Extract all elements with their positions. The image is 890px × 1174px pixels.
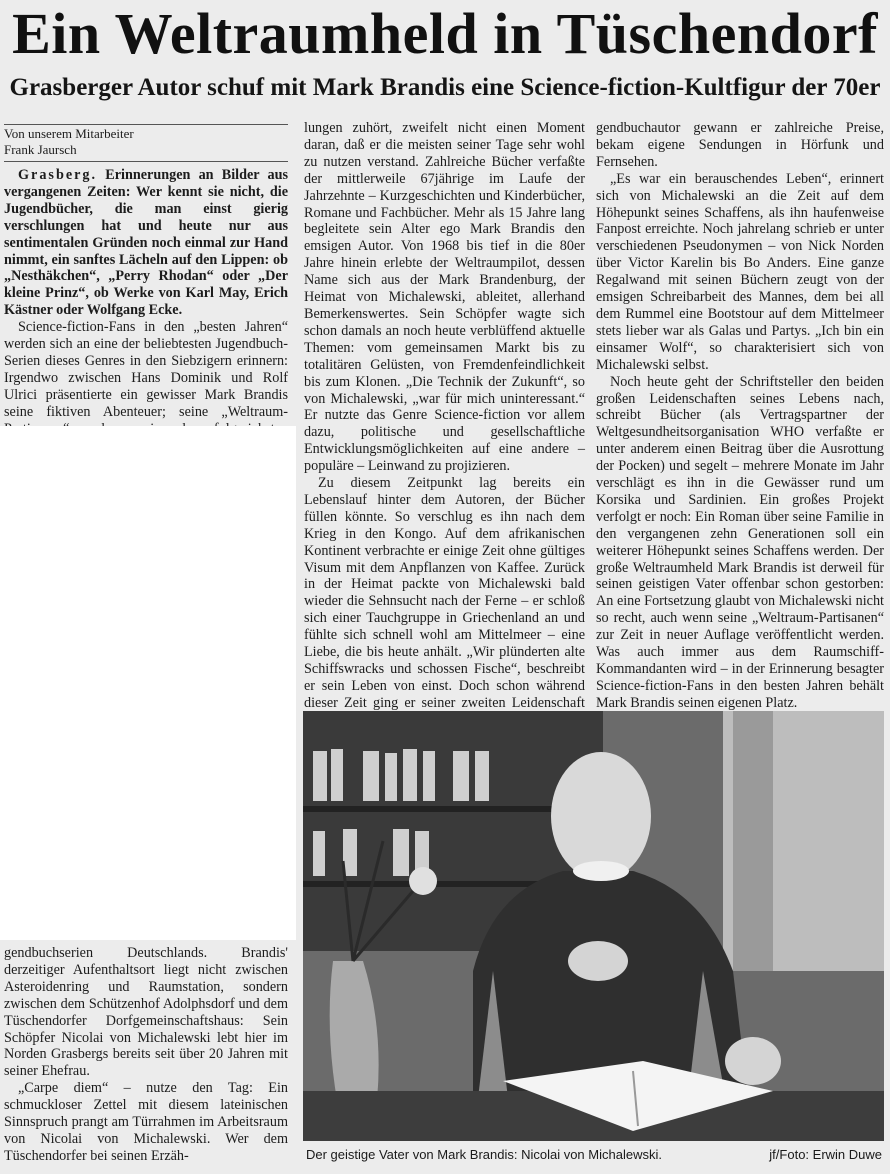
paragraph: gendbuchserien Deutschlands. Brandis' derzeitiger Aufenthaltsort liegt nicht zwischen Asteroidenring und Raumstation, sondern zwischen dem Schützenhof Adolphsdorf und dem Tüschendorfer Dorfgemeinschaftshaus: Sein Schöpfer Nicolai von Michalewski lebt hier im Norden Grasbergs bereits seit über 20 Jahren mit seiner Ehefrau. <box>4 945 288 1080</box>
portrait-photo <box>303 711 884 1141</box>
layout-blank-area <box>0 426 296 940</box>
photo-caption-row <box>306 1145 882 1165</box>
photo-caption: Der geistige Vater von Mark Brandis: Nicolai von Michalewski. <box>306 1147 662 1162</box>
paragraph: „Carpe diem“ – nutze den Tag: Ein schmuckloser Zettel mit diesem lateinischen Sinnspruch prangt am Türrahmen im Arbeitsraum von Nicolai von Michalewski. Wer dem Tüschendorfer bei seinen Erzäh- <box>4 1080 288 1164</box>
paragraph: Zu diesem Zeitpunkt lag bereits ein Lebenslauf hinter dem Autoren, der Bücher füllen könnte. So verschlug es ihn nach dem Krieg in den Kongo. Auf dem afrikanischen Kontinent verbrachte er einige Zeit ohne gültiges Visum mit dem Anpflanzen von Kaffee. Zurück in der Heimat packte von Michalewski bald wieder die Sehnsucht nach der Ferne – er schloß sich einer Tauchgruppe in Griechenland an und fühlte sich schnell wohl am Mittelmeer – eine Liebe, die bis heute anhält. „Wir plünderten alte Schiffswracks und schossen Fische“, beschreibt er sein Leben von einst. Doch schon während dieser Zeit ging er seiner zweiten Leidenschaft <box>304 475 585 711</box>
paragraph: Noch heute geht der Schriftsteller den beiden großen Leidenschaften seines Lebens nach, schreibt Bücher (als Vertragspartner der Weltgesundheitsorganisation WHO verfaßte er unter anderem einen Beitrag über die Ausrottung der Pocken) und segelt – mehrere Monate im Jahr verschlägt es ihn in die Gewässer rund um Korsika und Sardinien. Ein großes Projekt verfolgt er noch: Ein Roman über seine Familie in den vergangenen zehn Generationen soll ein weiterer Höhepunkt seines Schaffens werden. Der große Weltraumheld Mark Brandis ist derweil für seinen geistigen Vater offenbar schon gestorben: An eine Fortsetzung glaubt von Michalewski nicht so recht, auch wenn seine „Weltraum-Partisanen“ zur Zeit in neuer Auflage veröffentlicht werden. Was auch immer aus dem Raumschiff-Kommandanten wird – in der Erinnerung besagter Science-fiction-Fans in den besten Jahren behält Mark Brandis seinen eigenen Platz. <box>596 373 884 711</box>
paragraph: „Es war ein berauschendes Leben“, erinnert sich von Michalewski an die Zeit auf dem Höhepunkt seines Schaffens, als ihn haufenweise Fanpost erreichte. Noch jahrelang schrieb er unter verschiedenen Pseudonymen – von Nick Norden über Victor Karelin bis Bo Anders. Eine ganze Regalwand mit seinen Büchern zeugt von der emsigen Schreibarbeit des Mannes, dem bei all dem Rummel eine Bootstour auf dem Mittelmeer stets lieber war als Galas und Partys. „Ich bin ein einsamer Wolf“, so charakterisiert sich von Michalewski selbst. <box>596 170 884 373</box>
subheadline: Grasberger Autor schuf mit Mark Brandis eine Science-fiction-Kultfigur der 70er <box>9 74 881 101</box>
lead-paragraph <box>4 167 288 319</box>
article-column-1 <box>4 124 288 454</box>
lead-text: Erinnerungen an Bilder aus vergangenen Zeiten: Wer kennt sie nicht, die Jugendbücher, die man einst gierig verschlungen hat und heute nur aus sentimentalen Gründen noch einmal zur Hand nimmt, ein sanftes Lächeln auf den Lippen: ob „Nesthäkchen“, „Perry Rhodan“ oder „Der kleine Prinz“, ob Werke von Karl May, Erich Kästner oder Wolfgang Ecke. <box>4 167 288 319</box>
paragraph: Science-fiction-Fans in den „besten Jahren“ werden sich an eine der beliebtesten Jugendbuch-Serien dieses Genres in den Siebzigern erinnern: Irgendwo zwischen Hans Dominik und Rolf Ulrici präsentierte ein gewisser Mark Brandis seine fiktiven Abenteuer; seine „Weltraum- <box>4 319 288 420</box>
article-column-3 <box>596 120 884 712</box>
article-column-1-continued <box>4 945 288 1165</box>
byline-rule-top <box>4 124 288 125</box>
byline-intro: Von unserem Mitarbeiter <box>4 126 134 141</box>
paragraph: lungen zuhört, zweifelt nicht einen Moment daran, daß er die meisten seiner Tage sehr wohl zu nutzen verstand. Zahlreiche Bücher verfaßte der mittlerweile 67jährige im Laufe der Jahrzehnte – Kurzgeschichten und Kinderbücher, Romane und Fachbücher. Mehr als 15 Jahre lang begleitete sein Alter ego Mark Brandis den emsigen Autor. Von 1968 bis tief in die 80er Jahre hinein erlebte der Weltraumpilot, dessen Name sich aus der Mark Brandenburg, der Heimat von Michalewski, ableitet, allerhand Bemerkenswertes. Sein Schöpfer wagte sich schon damals an noch heute verblüffend aktuelle Themen: vom gemeinsamen Markt bis zu totalitären Gelüsten, von Fremdenfeindlichkeit bis zum Klonen. „Die Technik der Zukunft“, so von Michalewski, „war für mich uninteressant.“ Er nutzte das Genre Science-fiction vor allem dazu, politische und gesellschaftliche Entwicklungsmöglichkeiten auf eine andere – populäre – Leinwand zu projizieren. <box>304 120 585 475</box>
lead-place: Grasberg. <box>18 167 98 183</box>
byline-author: Frank Jaursch <box>4 142 77 157</box>
photo-illustration <box>303 711 884 1141</box>
paragraph: gendbuchautor gewann er zahlreiche Preise, bekam eigene Sendungen in Hörfunk und Fernsehen. <box>596 120 884 170</box>
article-column-2 <box>304 120 585 729</box>
photo-credit: jf/Foto: Erwin Duwe <box>769 1147 882 1162</box>
byline-rule-bottom <box>4 161 288 162</box>
headline: Ein Weltraumheld in Tüschendorf <box>12 1 878 66</box>
